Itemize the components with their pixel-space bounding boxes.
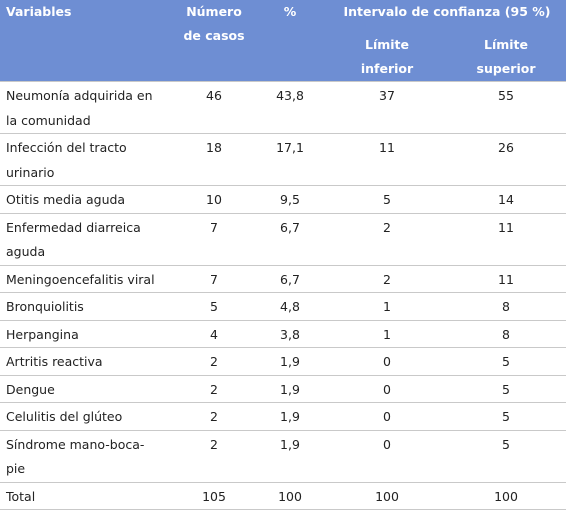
cell-percent: 1,9 [252, 348, 328, 376]
cell-percent: 6,7 [252, 265, 328, 293]
header-inf-line2: inferior [360, 61, 414, 76]
cell-variable [0, 213, 176, 265]
cell-variable [0, 293, 176, 321]
cell-numero-casos: 2 [176, 375, 252, 403]
table-row [0, 293, 566, 321]
cell-variable [0, 348, 176, 376]
cell-percent: 6,7 [252, 213, 328, 265]
cell-limite-inferior: 1 [328, 293, 446, 321]
cell-limite-inferior: 11 [328, 134, 446, 186]
cell-total-inferior: 100 [328, 482, 446, 510]
cell-limite-superior: 8 [446, 293, 566, 321]
cell-total-superior: 100 [446, 482, 566, 510]
cell-variable-line2: la comunidad [6, 112, 91, 128]
cell-numero-casos: 10 [176, 186, 252, 214]
cell-variable-line1: Infección del tracto [6, 140, 127, 155]
table-row-total [0, 482, 566, 510]
cell-limite-inferior: 2 [328, 265, 446, 293]
cell-percent: 4,8 [252, 293, 328, 321]
cell-variable [0, 82, 176, 134]
header-limite-inferior [328, 31, 446, 82]
header-inf-line1: Límite [364, 37, 409, 52]
cell-percent: 3,8 [252, 320, 328, 348]
cell-variable-line1: Herpangina [6, 326, 79, 342]
cell-numero-casos: 46 [176, 82, 252, 134]
cell-limite-inferior: 0 [328, 403, 446, 431]
cell-variable-line2: aguda [6, 244, 46, 259]
cell-variable-line1: Enfermedad diarreica [6, 219, 141, 235]
cell-limite-inferior: 5 [328, 186, 446, 214]
cell-percent: 1,9 [252, 430, 328, 482]
header-numero-line2: de casos [183, 28, 245, 43]
cell-variable [0, 375, 176, 403]
cell-variable-line1: Bronquiolitis [6, 299, 84, 314]
cell-limite-inferior: 0 [328, 430, 446, 482]
cell-limite-inferior: 0 [328, 375, 446, 403]
cell-limite-superior: 5 [446, 403, 566, 431]
cell-total-percent: 100 [252, 482, 328, 510]
cell-numero-casos: 18 [176, 134, 252, 186]
cell-numero-casos: 2 [176, 348, 252, 376]
cell-percent: 9,5 [252, 186, 328, 214]
header-confidence-interval: Intervalo de confianza (95 %) [328, 0, 566, 31]
table-row [0, 213, 566, 265]
cell-limite-inferior: 37 [328, 82, 446, 134]
table-row [0, 82, 566, 134]
cell-limite-superior: 26 [446, 134, 566, 186]
cell-limite-superior: 11 [446, 213, 566, 265]
cell-limite-superior: 11 [446, 265, 566, 293]
cell-variable-line1: Meningoencefalitis viral [6, 271, 155, 287]
table-header [0, 0, 566, 82]
cell-limite-superior: 8 [446, 320, 566, 348]
table-row [0, 265, 566, 293]
cell-limite-superior: 5 [446, 348, 566, 376]
cell-variable [0, 186, 176, 214]
cell-variable-line2: urinario [6, 164, 55, 180]
table-row [0, 403, 566, 431]
table-row [0, 320, 566, 348]
header-sup-line2: superior [476, 61, 536, 76]
header-numero-line1: Número [186, 4, 242, 19]
table-body [0, 82, 566, 510]
cell-variable [0, 134, 176, 186]
cell-limite-superior: 55 [446, 82, 566, 134]
header-percent: % [252, 0, 328, 82]
cell-variable-line1: Otitis media aguda [6, 192, 126, 207]
table-row [0, 375, 566, 403]
header-sup-line1: Límite [484, 37, 529, 52]
cell-variable-line1: Neumonía adquirida en [6, 88, 153, 103]
cell-limite-inferior: 1 [328, 320, 446, 348]
cell-variable-line1: Celulitis del glúteo [6, 409, 123, 424]
header-limite-superior [446, 31, 566, 82]
cell-numero-casos: 5 [176, 293, 252, 321]
cell-numero-casos: 4 [176, 320, 252, 348]
cell-variable [0, 430, 176, 482]
table-row [0, 348, 566, 376]
cell-variable [0, 320, 176, 348]
cell-variable [0, 403, 176, 431]
cell-variable-line1: Síndrome mano-boca- [6, 436, 145, 452]
cell-percent: 1,9 [252, 375, 328, 403]
cell-variable [0, 265, 176, 293]
cell-numero-casos: 7 [176, 213, 252, 265]
table-row [0, 134, 566, 186]
cell-limite-superior: 5 [446, 430, 566, 482]
header-variables: Variables [0, 0, 176, 82]
cell-numero-casos: 2 [176, 430, 252, 482]
cell-limite-superior: 5 [446, 375, 566, 403]
cell-percent: 1,9 [252, 403, 328, 431]
cell-variable-line2: pie [6, 461, 26, 476]
cell-percent: 17,1 [252, 134, 328, 186]
cell-numero-casos: 7 [176, 265, 252, 293]
cell-total-numero: 105 [176, 482, 252, 510]
cell-limite-inferior: 2 [328, 213, 446, 265]
header-numero-casos [176, 0, 252, 82]
cell-variable-line1: Dengue [6, 381, 55, 397]
table-row [0, 186, 566, 214]
table-row [0, 430, 566, 482]
cell-limite-inferior: 0 [328, 348, 446, 376]
cell-percent: 43,8 [252, 82, 328, 134]
cell-numero-casos: 2 [176, 403, 252, 431]
cell-limite-superior: 14 [446, 186, 566, 214]
cell-variable-line1: Artritis reactiva [6, 354, 103, 369]
cell-total-label: Total [0, 482, 176, 510]
